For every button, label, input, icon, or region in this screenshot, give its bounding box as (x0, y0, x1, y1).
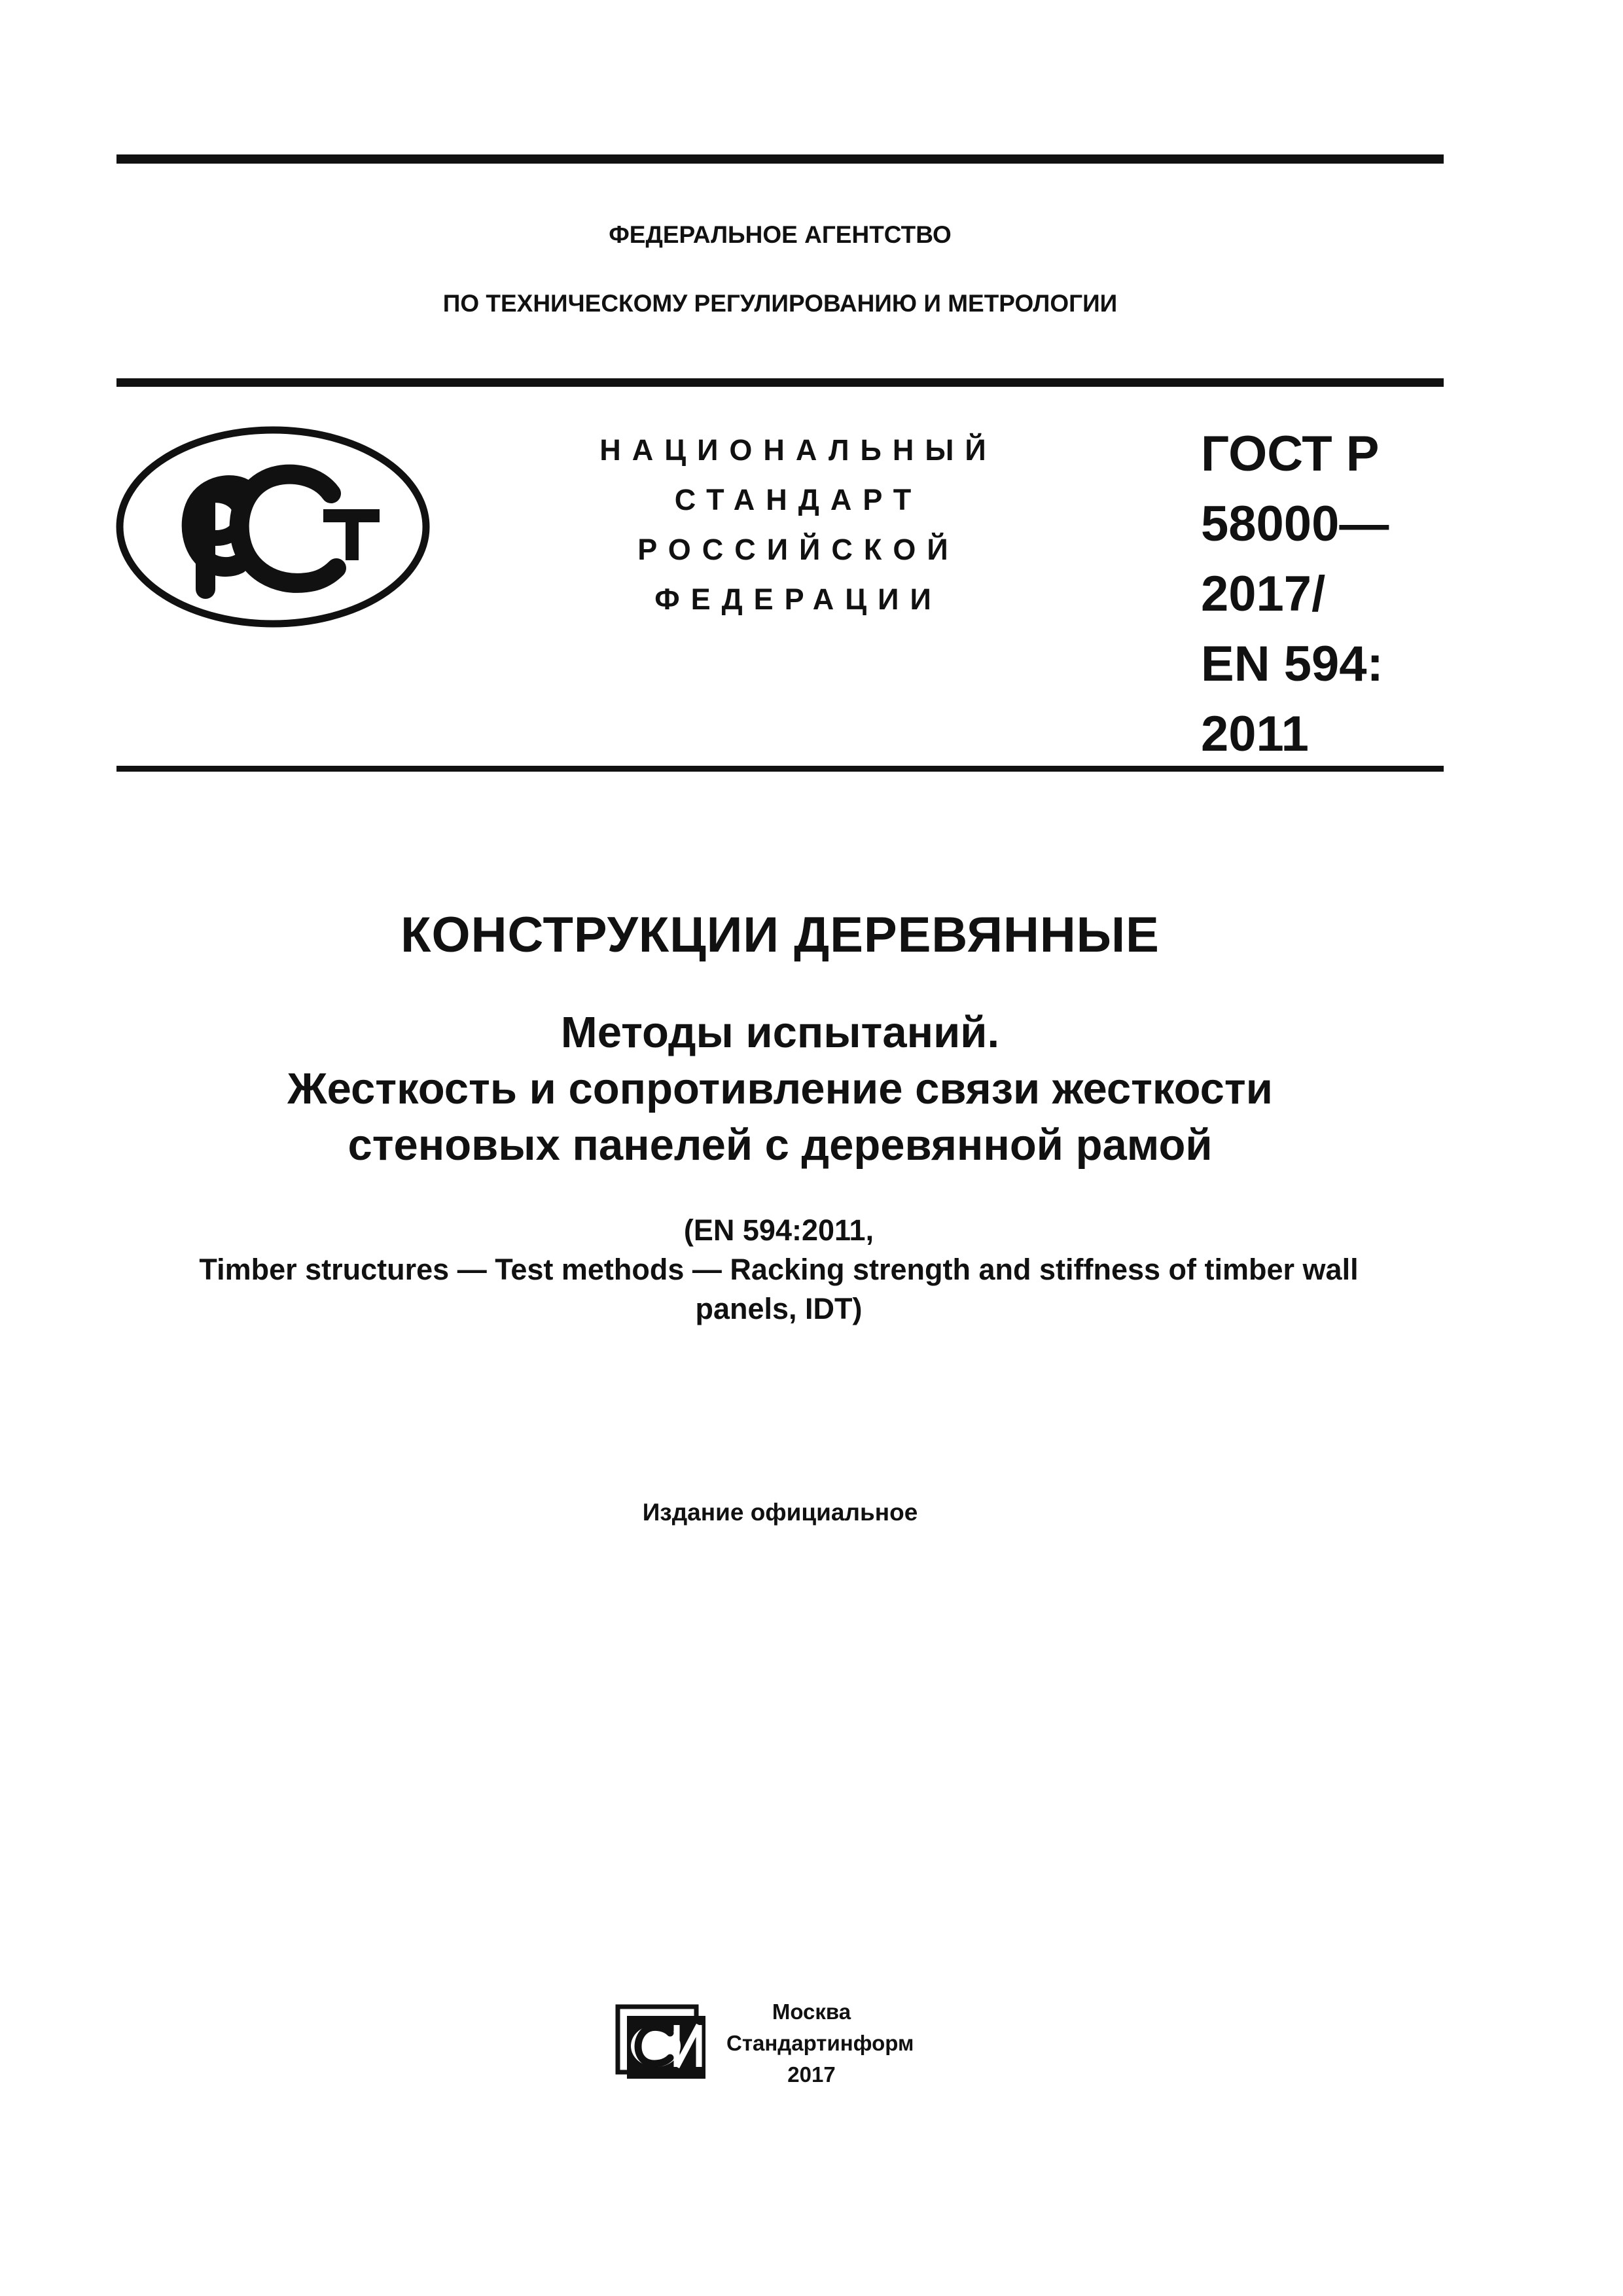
subtitle-line-1: Методы испытаний. (560, 1008, 1000, 1057)
national-line-1: НАЦИОНАЛЬНЫЙ (599, 433, 997, 467)
publisher-city: Москва (772, 2000, 851, 2024)
gost-rst-logo-mark (192, 475, 380, 589)
subtitle-line-2: Жесткость и сопротивление связи жесткости (287, 1064, 1273, 1113)
national-standard-block (537, 425, 1060, 624)
national-line-2: СТАНДАРТ (674, 483, 923, 516)
national-line-4: ФЕДЕРАЦИИ (654, 583, 942, 616)
publisher-year: 2017 (787, 2062, 836, 2087)
subtitle-block (116, 1005, 1444, 1174)
top-rule (116, 154, 1444, 164)
publisher-block (726, 1996, 914, 2090)
main-title: КОНСТРУКЦИИ ДЕРЕВЯННЫЕ (401, 907, 1160, 963)
en-reference-line-2: Timber structures — Test methods — Racking strength and stiffness of timber wall (199, 1253, 1359, 1286)
bottom-rule (116, 766, 1444, 772)
middle-rule (116, 378, 1444, 387)
edition-label: Издание официальное (642, 1499, 918, 1526)
publisher-name: Стандартинформ (726, 2031, 914, 2055)
national-line-3: РОССИЙСКОЙ (637, 533, 959, 566)
designation-line-1: ГОСТ Р (1201, 426, 1380, 482)
designation-line-5: 2011 (1201, 706, 1309, 762)
agency-line-2: ПО ТЕХНИЧЕСКОМУ РЕГУЛИРОВАНИЮ И МЕТРОЛОГИИ (442, 290, 1118, 317)
standard-designation (1201, 419, 1389, 769)
gost-rst-logo (115, 425, 431, 628)
en-reference-line-1: (EN 594:2011, (683, 1213, 874, 1247)
agency-line-1: ФЕДЕРАЛЬНОЕ АГЕНТСТВО (609, 221, 952, 248)
standartinform-logo (614, 2003, 711, 2081)
en-reference-line-3: panels, IDT) (695, 1292, 863, 1325)
designation-line-2: 58000— (1201, 496, 1389, 552)
subtitle-line-3: стеновых панелей с деревянной рамой (348, 1121, 1213, 1170)
designation-line-4: EN 594: (1201, 636, 1383, 692)
en-reference-block (98, 1211, 1459, 1329)
designation-line-3: 2017/ (1201, 566, 1326, 622)
